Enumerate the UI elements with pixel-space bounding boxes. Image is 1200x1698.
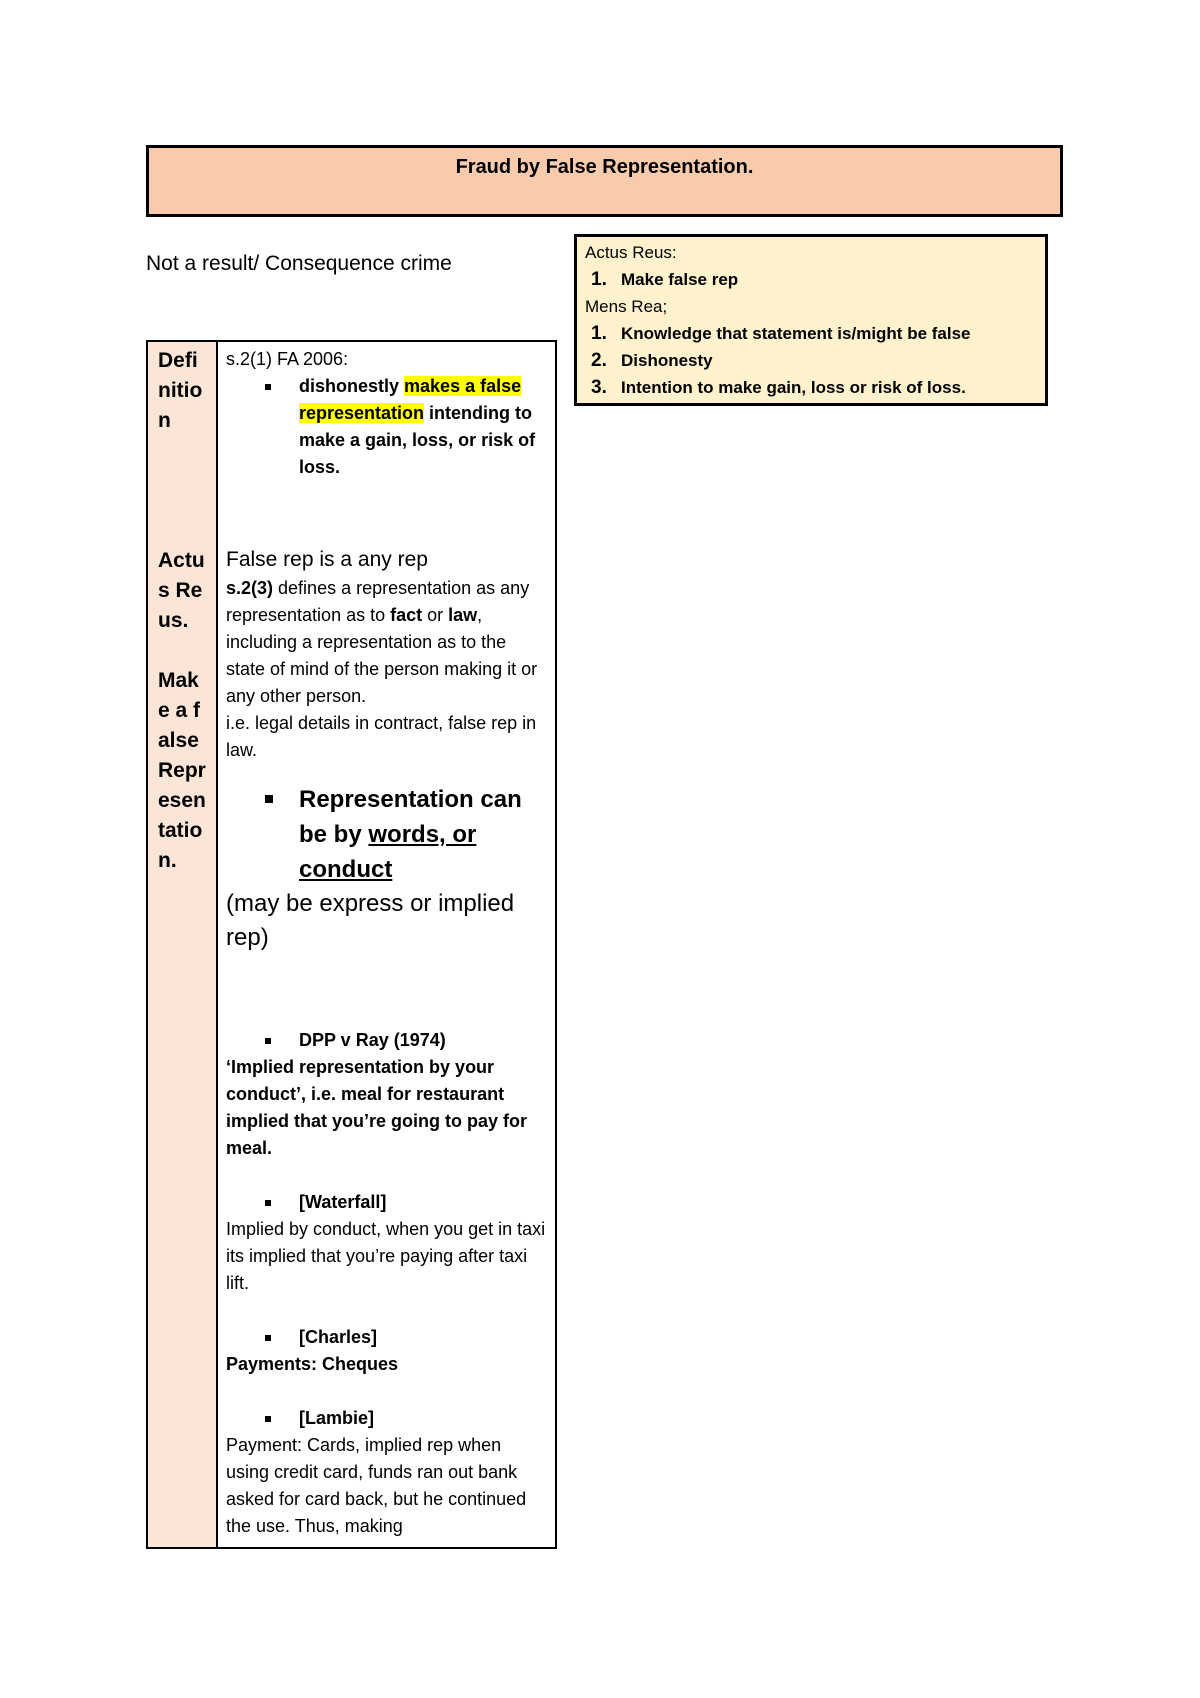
definition-label: Definition xyxy=(158,349,203,432)
case-text: Implied by conduct, when you get in taxi its implied that you’re paying after taxi lift. xyxy=(226,1219,546,1293)
definition-reference: s.2(1) FA 2006: xyxy=(226,349,349,369)
false-rep-heading: False rep is a any rep xyxy=(226,548,428,571)
notes-table xyxy=(146,340,557,1549)
item-number: 1. xyxy=(591,269,607,290)
mens-rea-heading: Mens Rea; xyxy=(585,297,668,316)
make-false-rep-label: Make a false Representation. xyxy=(158,669,206,872)
rep-words: words, or xyxy=(368,821,477,848)
representation-bullet xyxy=(226,782,547,887)
rep-conduct: conduct xyxy=(299,856,393,883)
mens-item xyxy=(585,320,1037,347)
definition-text-pre: dishonestly xyxy=(299,376,405,396)
s23-text: , including a representation as to the state of mind of the person making it or any other person. xyxy=(226,605,538,706)
definition-bullet xyxy=(226,373,547,481)
actus-reus-label: Actus Reus. xyxy=(158,549,205,632)
case-text: Payments: Cheques xyxy=(226,1354,399,1374)
document-title: Fraud by False Representation. xyxy=(455,156,754,178)
content-column xyxy=(218,342,555,1547)
case-text: Payment: Cards, implied rep when using credit card, funds ran out bank asked for card back, but he continued the use. Thus, making xyxy=(226,1435,527,1536)
item-number: 3. xyxy=(591,377,607,398)
item-text: Dishonesty xyxy=(621,351,713,370)
mens-item xyxy=(585,374,1037,401)
summary-box xyxy=(574,234,1048,406)
s23-text: or xyxy=(422,605,449,625)
case-name: [Charles] xyxy=(226,1324,547,1351)
representation-note: (may be express or implied rep) xyxy=(226,890,515,951)
s23-paragraph xyxy=(226,575,547,710)
definition-text-post: intending to make a gain, loss, or risk of loss. xyxy=(299,403,536,477)
case-name: DPP v Ray (1974) xyxy=(226,1027,547,1054)
item-number: 2. xyxy=(591,350,607,371)
subtitle: Not a result/ Consequence crime xyxy=(146,252,452,275)
case-name: [Waterfall] xyxy=(226,1189,547,1216)
s23-text: defines a representation as any representation as to xyxy=(226,578,530,625)
actus-reus-heading: Actus Reus: xyxy=(585,243,677,262)
rep-text: Representation can be by xyxy=(299,786,522,848)
item-text: Make false rep xyxy=(621,270,739,289)
row-header-column xyxy=(148,342,218,1547)
s23-law: law xyxy=(448,605,478,625)
item-number: 1. xyxy=(591,323,607,344)
actus-item xyxy=(585,266,1037,293)
s23-ref: s.2(3) xyxy=(226,578,274,598)
case-text: ‘Implied representation by your conduct’, i.e. meal for restaurant implied that you’re going to pay for meal. xyxy=(226,1057,528,1158)
highlighted-text: makes a false representation xyxy=(299,376,522,423)
s23-fact: fact xyxy=(390,605,423,625)
s23-example: i.e. legal details in contract, false rep in law. xyxy=(226,713,537,760)
item-text: Knowledge that statement is/might be false xyxy=(621,324,971,343)
title-box xyxy=(146,145,1063,217)
item-text: Intention to make gain, loss or risk of loss. xyxy=(621,378,966,397)
case-name: [Lambie] xyxy=(226,1405,547,1432)
mens-item xyxy=(585,347,1037,374)
